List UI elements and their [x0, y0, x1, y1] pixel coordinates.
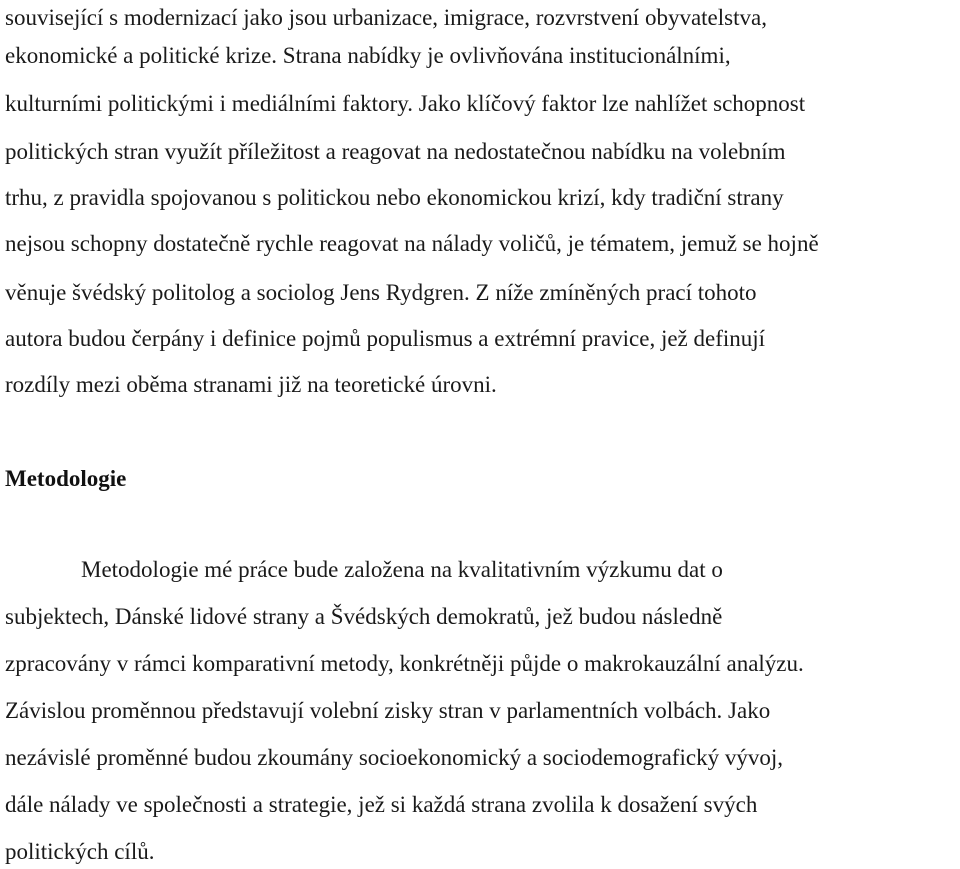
text-line: politických cílů.	[5, 839, 155, 864]
text-line: nejsou schopny dostatečně rychle reagovat na nálady voličů, je tématem, jemuž se hojně	[5, 231, 819, 256]
text-line: trhu, z pravidla spojovanou s politickou nebo ekonomickou krizí, kdy tradiční strany	[5, 185, 784, 210]
text-line: dále nálady ve společnosti a strategie, jež si každá strana zvolila k dosažení svých	[5, 792, 758, 817]
text-line: související s modernizací jako jsou urbanizace, imigrace, rozvrstvení obyvatelstva,	[5, 5, 767, 30]
text-line: rozdíly mezi oběma stranami již na teoretické úrovni.	[5, 372, 497, 397]
text-line: věnuje švédský politolog a sociolog Jens Rydgren. Z níže zmíněných prací tohoto	[5, 280, 757, 305]
text-line: zpracovány v rámci komparativní metody, konkrétněji půjde o makrokauzální analýzu.	[5, 651, 804, 676]
text-line: subjektech, Dánské lidové strany a Švédských demokratů, jež budou následně	[5, 604, 723, 629]
text-line: nezávislé proměnné budou zkoumány socioekonomický a sociodemografický vývoj,	[5, 745, 783, 770]
text-line: ekonomické a politické krize. Strana nabídky je ovlivňována institucionálními,	[5, 43, 731, 68]
text-line: Metodologie mé práce bude založena na kvalitativním výzkumu dat o	[81, 557, 723, 582]
text-line: Závislou proměnnou představují volební zisky stran v parlamentních volbách. Jako	[5, 698, 771, 723]
text-line: kulturními politickými i mediálními faktory. Jako klíčový faktor lze nahlížet schopnost	[5, 91, 806, 116]
text-line: politických stran využít příležitost a reagovat na nedostatečnou nabídku na volebním	[5, 139, 786, 164]
section-heading: Metodologie	[5, 466, 127, 491]
text-line: autora budou čerpány i definice pojmů populismus a extrémní pravice, jež definují	[5, 326, 766, 351]
